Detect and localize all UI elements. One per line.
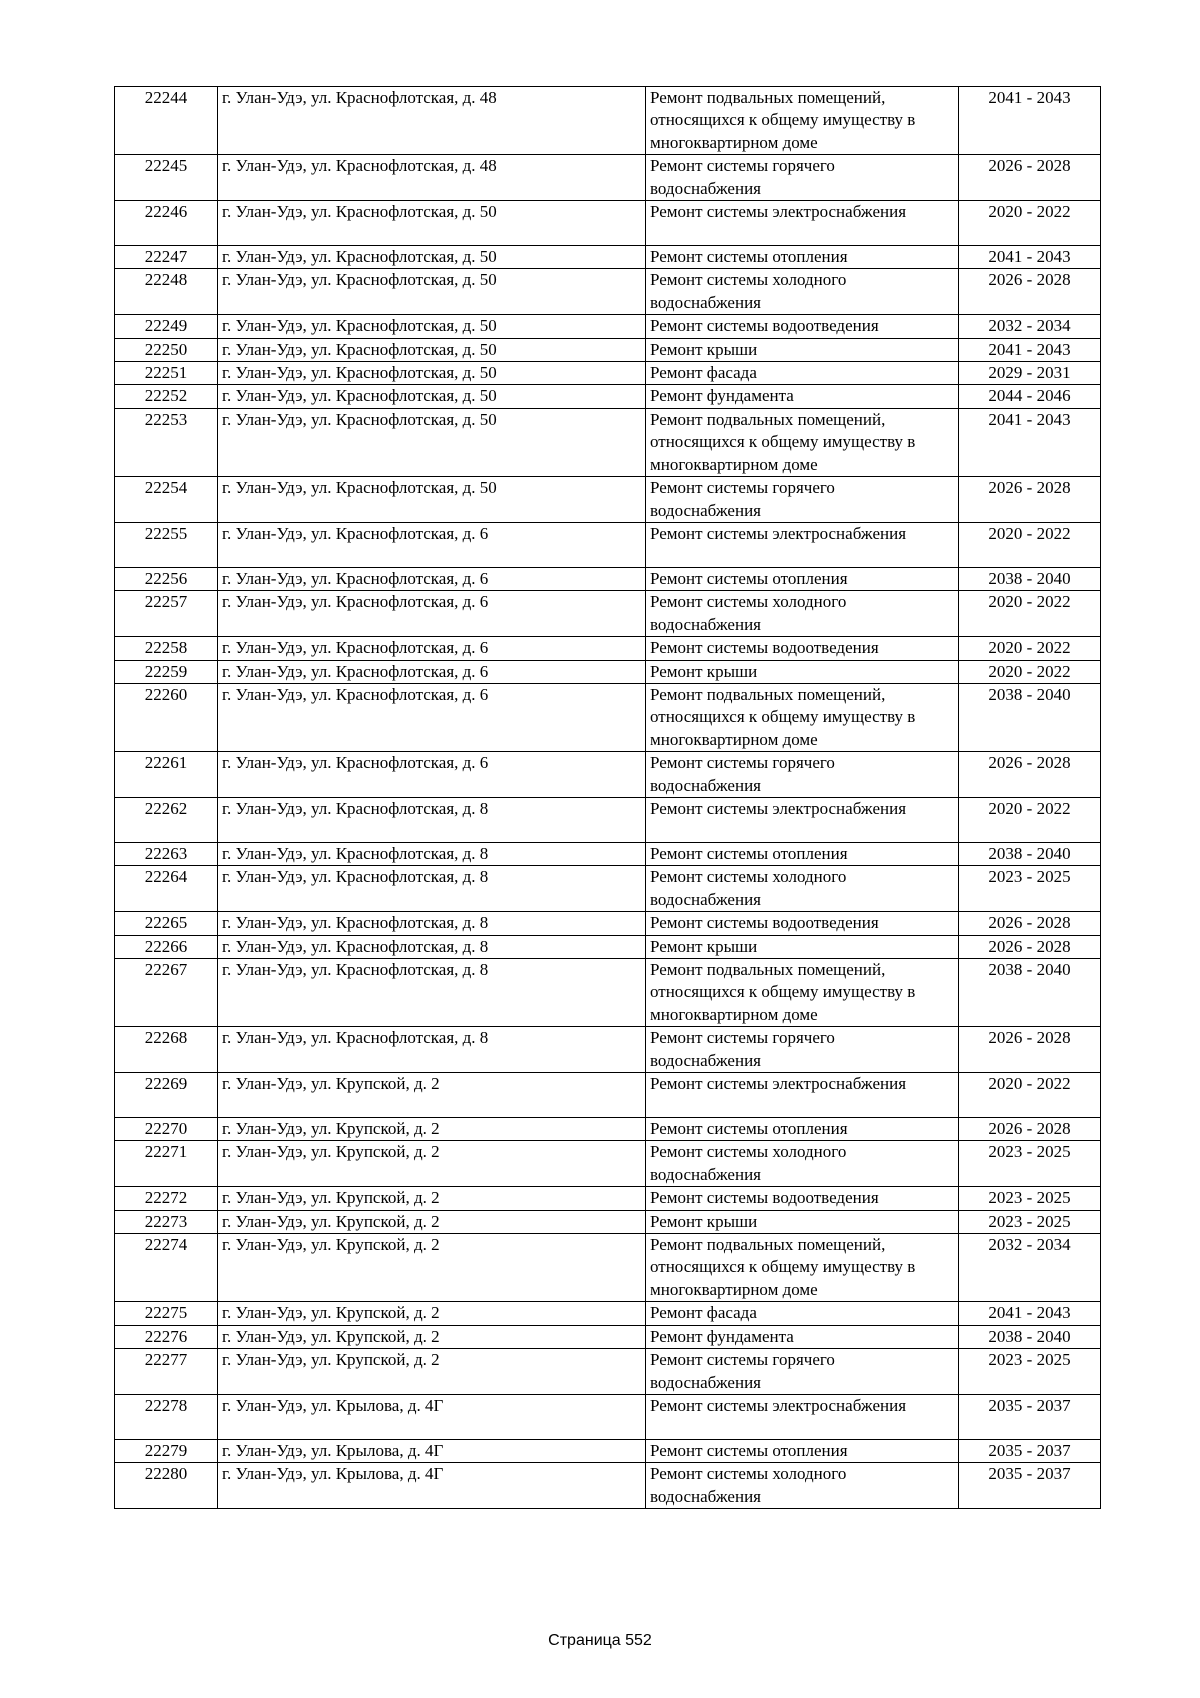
work-type-cell: Ремонт системы отопления xyxy=(646,842,959,865)
row-id-cell: 22273 xyxy=(115,1210,218,1233)
work-type-cell: Ремонт подвальных помещений, относящихся к общему имуществу в многоквартирном доме xyxy=(646,683,959,751)
period-cell: 2038 - 2040 xyxy=(959,959,1101,1027)
row-id-cell: 22253 xyxy=(115,408,218,476)
table-row xyxy=(115,1394,1101,1439)
work-type-cell: Ремонт системы электроснабжения xyxy=(646,522,959,567)
table-row xyxy=(115,1210,1101,1233)
row-id-cell: 22261 xyxy=(115,752,218,798)
row-id-cell: 22278 xyxy=(115,1394,218,1439)
table-row xyxy=(115,1073,1101,1118)
work-type-cell: Ремонт системы горячего водоснабжения xyxy=(646,477,959,523)
work-type-cell: Ремонт системы водоотведения xyxy=(646,912,959,935)
period-cell: 2035 - 2037 xyxy=(959,1439,1101,1462)
address-cell: г. Улан-Удэ, ул. Краснофлотская, д. 48 xyxy=(218,87,646,155)
row-id-cell: 22279 xyxy=(115,1439,218,1462)
work-type-cell: Ремонт фасада xyxy=(646,1302,959,1325)
period-cell: 2020 - 2022 xyxy=(959,797,1101,842)
work-type-cell: Ремонт системы холодного водоснабжения xyxy=(646,866,959,912)
address-cell: г. Улан-Удэ, ул. Краснофлотская, д. 50 xyxy=(218,477,646,523)
period-cell: 2032 - 2034 xyxy=(959,1234,1101,1302)
row-id-cell: 22257 xyxy=(115,591,218,637)
address-cell: г. Улан-Удэ, ул. Крупской, д. 2 xyxy=(218,1234,646,1302)
table-row xyxy=(115,912,1101,935)
table-row xyxy=(115,1325,1101,1348)
page-number: Страница 552 xyxy=(548,1632,652,1649)
address-cell: г. Улан-Удэ, ул. Краснофлотская, д. 50 xyxy=(218,385,646,408)
period-cell: 2026 - 2028 xyxy=(959,269,1101,315)
table-body xyxy=(115,87,1101,1509)
period-cell: 2026 - 2028 xyxy=(959,912,1101,935)
period-cell: 2023 - 2025 xyxy=(959,1210,1101,1233)
row-id-cell: 22244 xyxy=(115,87,218,155)
work-type-cell: Ремонт крыши xyxy=(646,338,959,361)
table-row xyxy=(115,385,1101,408)
work-type-cell: Ремонт системы горячего водоснабжения xyxy=(646,1349,959,1395)
row-id-cell: 22268 xyxy=(115,1027,218,1073)
address-cell: г. Улан-Удэ, ул. Крупской, д. 2 xyxy=(218,1325,646,1348)
row-id-cell: 22270 xyxy=(115,1118,218,1141)
row-id-cell: 22259 xyxy=(115,660,218,683)
row-id-cell: 22256 xyxy=(115,567,218,590)
table-row xyxy=(115,155,1101,201)
period-cell: 2020 - 2022 xyxy=(959,201,1101,246)
address-cell: г. Улан-Удэ, ул. Краснофлотская, д. 50 xyxy=(218,246,646,269)
work-type-cell: Ремонт подвальных помещений, относящихся к общему имуществу в многоквартирном доме xyxy=(646,408,959,476)
period-cell: 2026 - 2028 xyxy=(959,1027,1101,1073)
table-row xyxy=(115,866,1101,912)
address-cell: г. Улан-Удэ, ул. Краснофлотская, д. 50 xyxy=(218,201,646,246)
period-cell: 2020 - 2022 xyxy=(959,660,1101,683)
address-cell: г. Улан-Удэ, ул. Краснофлотская, д. 8 xyxy=(218,1027,646,1073)
table-row xyxy=(115,87,1101,155)
address-cell: г. Улан-Удэ, ул. Краснофлотская, д. 6 xyxy=(218,567,646,590)
period-cell: 2020 - 2022 xyxy=(959,637,1101,660)
table-row xyxy=(115,1118,1101,1141)
table-row xyxy=(115,683,1101,751)
period-cell: 2038 - 2040 xyxy=(959,683,1101,751)
table-row xyxy=(115,752,1101,798)
row-id-cell: 22277 xyxy=(115,1349,218,1395)
work-type-cell: Ремонт системы водоотведения xyxy=(646,1187,959,1210)
address-cell: г. Улан-Удэ, ул. Краснофлотская, д. 8 xyxy=(218,797,646,842)
table-row xyxy=(115,935,1101,958)
work-type-cell: Ремонт системы горячего водоснабжения xyxy=(646,752,959,798)
address-cell: г. Улан-Удэ, ул. Крылова, д. 4Г xyxy=(218,1439,646,1462)
row-id-cell: 22280 xyxy=(115,1463,218,1509)
address-cell: г. Улан-Удэ, ул. Крылова, д. 4Г xyxy=(218,1394,646,1439)
period-cell: 2026 - 2028 xyxy=(959,477,1101,523)
work-type-cell: Ремонт системы электроснабжения xyxy=(646,201,959,246)
period-cell: 2038 - 2040 xyxy=(959,842,1101,865)
table-row xyxy=(115,522,1101,567)
address-cell: г. Улан-Удэ, ул. Краснофлотская, д. 6 xyxy=(218,637,646,660)
address-cell: г. Улан-Удэ, ул. Крупской, д. 2 xyxy=(218,1073,646,1118)
row-id-cell: 22254 xyxy=(115,477,218,523)
work-type-cell: Ремонт системы холодного водоснабжения xyxy=(646,1141,959,1187)
period-cell: 2023 - 2025 xyxy=(959,1349,1101,1395)
table-row xyxy=(115,269,1101,315)
address-cell: г. Улан-Удэ, ул. Краснофлотская, д. 50 xyxy=(218,269,646,315)
work-type-cell: Ремонт подвальных помещений, относящихся к общему имуществу в многоквартирном доме xyxy=(646,87,959,155)
period-cell: 2038 - 2040 xyxy=(959,567,1101,590)
row-id-cell: 22272 xyxy=(115,1187,218,1210)
address-cell: г. Улан-Удэ, ул. Краснофлотская, д. 50 xyxy=(218,315,646,338)
table-row xyxy=(115,1141,1101,1187)
work-type-cell: Ремонт системы электроснабжения xyxy=(646,797,959,842)
period-cell: 2035 - 2037 xyxy=(959,1394,1101,1439)
period-cell: 2029 - 2031 xyxy=(959,362,1101,385)
table-row xyxy=(115,637,1101,660)
work-type-cell: Ремонт системы горячего водоснабжения xyxy=(646,1027,959,1073)
work-type-cell: Ремонт системы водоотведения xyxy=(646,637,959,660)
address-cell: г. Улан-Удэ, ул. Краснофлотская, д. 50 xyxy=(218,408,646,476)
period-cell: 2026 - 2028 xyxy=(959,935,1101,958)
period-cell: 2035 - 2037 xyxy=(959,1463,1101,1509)
work-type-cell: Ремонт системы холодного водоснабжения xyxy=(646,1463,959,1509)
row-id-cell: 22247 xyxy=(115,246,218,269)
row-id-cell: 22276 xyxy=(115,1325,218,1348)
address-cell: г. Улан-Удэ, ул. Крупской, д. 2 xyxy=(218,1118,646,1141)
address-cell: г. Улан-Удэ, ул. Крупской, д. 2 xyxy=(218,1302,646,1325)
period-cell: 2026 - 2028 xyxy=(959,155,1101,201)
address-cell: г. Улан-Удэ, ул. Краснофлотская, д. 8 xyxy=(218,912,646,935)
repair-schedule-table xyxy=(114,86,1101,1509)
period-cell: 2041 - 2043 xyxy=(959,338,1101,361)
table-row xyxy=(115,1439,1101,1462)
table-row xyxy=(115,315,1101,338)
address-cell: г. Улан-Удэ, ул. Краснофлотская, д. 50 xyxy=(218,362,646,385)
period-cell: 2020 - 2022 xyxy=(959,1073,1101,1118)
row-id-cell: 22249 xyxy=(115,315,218,338)
table-row xyxy=(115,1463,1101,1509)
table-row xyxy=(115,1187,1101,1210)
table-row xyxy=(115,362,1101,385)
table-row xyxy=(115,660,1101,683)
period-cell: 2026 - 2028 xyxy=(959,1118,1101,1141)
table-row xyxy=(115,1302,1101,1325)
row-id-cell: 22271 xyxy=(115,1141,218,1187)
work-type-cell: Ремонт подвальных помещений, относящихся к общему имуществу в многоквартирном доме xyxy=(646,959,959,1027)
table-row xyxy=(115,1234,1101,1302)
address-cell: г. Улан-Удэ, ул. Краснофлотская, д. 50 xyxy=(218,338,646,361)
address-cell: г. Улан-Удэ, ул. Краснофлотская, д. 8 xyxy=(218,959,646,1027)
address-cell: г. Улан-Удэ, ул. Краснофлотская, д. 48 xyxy=(218,155,646,201)
work-type-cell: Ремонт системы отопления xyxy=(646,1118,959,1141)
row-id-cell: 22246 xyxy=(115,201,218,246)
address-cell: г. Улан-Удэ, ул. Краснофлотская, д. 8 xyxy=(218,935,646,958)
row-id-cell: 22250 xyxy=(115,338,218,361)
address-cell: г. Улан-Удэ, ул. Краснофлотская, д. 6 xyxy=(218,522,646,567)
address-cell: г. Улан-Удэ, ул. Крупской, д. 2 xyxy=(218,1141,646,1187)
row-id-cell: 22255 xyxy=(115,522,218,567)
row-id-cell: 22252 xyxy=(115,385,218,408)
table-row xyxy=(115,959,1101,1027)
row-id-cell: 22258 xyxy=(115,637,218,660)
period-cell: 2044 - 2046 xyxy=(959,385,1101,408)
work-type-cell: Ремонт крыши xyxy=(646,660,959,683)
table-row xyxy=(115,842,1101,865)
table-row xyxy=(115,567,1101,590)
work-type-cell: Ремонт системы электроснабжения xyxy=(646,1394,959,1439)
period-cell: 2023 - 2025 xyxy=(959,1187,1101,1210)
table-row xyxy=(115,246,1101,269)
row-id-cell: 22262 xyxy=(115,797,218,842)
work-type-cell: Ремонт системы отопления xyxy=(646,246,959,269)
work-type-cell: Ремонт системы водоотведения xyxy=(646,315,959,338)
row-id-cell: 22248 xyxy=(115,269,218,315)
address-cell: г. Улан-Удэ, ул. Краснофлотская, д. 8 xyxy=(218,842,646,865)
row-id-cell: 22266 xyxy=(115,935,218,958)
table-row xyxy=(115,338,1101,361)
row-id-cell: 22265 xyxy=(115,912,218,935)
address-cell: г. Улан-Удэ, ул. Краснофлотская, д. 8 xyxy=(218,866,646,912)
period-cell: 2041 - 2043 xyxy=(959,408,1101,476)
row-id-cell: 22264 xyxy=(115,866,218,912)
table-row xyxy=(115,477,1101,523)
row-id-cell: 22269 xyxy=(115,1073,218,1118)
work-type-cell: Ремонт подвальных помещений, относящихся к общему имуществу в многоквартирном доме xyxy=(646,1234,959,1302)
address-cell: г. Улан-Удэ, ул. Крупской, д. 2 xyxy=(218,1187,646,1210)
period-cell: 2026 - 2028 xyxy=(959,752,1101,798)
table-row xyxy=(115,408,1101,476)
address-cell: г. Улан-Удэ, ул. Крылова, д. 4Г xyxy=(218,1463,646,1509)
address-cell: г. Улан-Удэ, ул. Крупской, д. 2 xyxy=(218,1349,646,1395)
period-cell: 2041 - 2043 xyxy=(959,246,1101,269)
table-row xyxy=(115,201,1101,246)
work-type-cell: Ремонт фундамента xyxy=(646,1325,959,1348)
address-cell: г. Улан-Удэ, ул. Краснофлотская, д. 6 xyxy=(218,683,646,751)
row-id-cell: 22275 xyxy=(115,1302,218,1325)
address-cell: г. Улан-Удэ, ул. Краснофлотская, д. 6 xyxy=(218,591,646,637)
table-row xyxy=(115,591,1101,637)
work-type-cell: Ремонт фундамента xyxy=(646,385,959,408)
row-id-cell: 22245 xyxy=(115,155,218,201)
period-cell: 2020 - 2022 xyxy=(959,522,1101,567)
table-row xyxy=(115,797,1101,842)
work-type-cell: Ремонт фасада xyxy=(646,362,959,385)
work-type-cell: Ремонт системы холодного водоснабжения xyxy=(646,269,959,315)
period-cell: 2020 - 2022 xyxy=(959,591,1101,637)
row-id-cell: 22274 xyxy=(115,1234,218,1302)
work-type-cell: Ремонт системы горячего водоснабжения xyxy=(646,155,959,201)
work-type-cell: Ремонт системы отопления xyxy=(646,567,959,590)
period-cell: 2038 - 2040 xyxy=(959,1325,1101,1348)
address-cell: г. Улан-Удэ, ул. Краснофлотская, д. 6 xyxy=(218,752,646,798)
address-cell: г. Улан-Удэ, ул. Краснофлотская, д. 6 xyxy=(218,660,646,683)
period-cell: 2023 - 2025 xyxy=(959,866,1101,912)
row-id-cell: 22251 xyxy=(115,362,218,385)
work-type-cell: Ремонт крыши xyxy=(646,1210,959,1233)
work-type-cell: Ремонт системы электроснабжения xyxy=(646,1073,959,1118)
work-type-cell: Ремонт системы холодного водоснабжения xyxy=(646,591,959,637)
table-row xyxy=(115,1349,1101,1395)
period-cell: 2041 - 2043 xyxy=(959,87,1101,155)
row-id-cell: 22260 xyxy=(115,683,218,751)
period-cell: 2023 - 2025 xyxy=(959,1141,1101,1187)
period-cell: 2041 - 2043 xyxy=(959,1302,1101,1325)
address-cell: г. Улан-Удэ, ул. Крупской, д. 2 xyxy=(218,1210,646,1233)
period-cell: 2032 - 2034 xyxy=(959,315,1101,338)
row-id-cell: 22267 xyxy=(115,959,218,1027)
work-type-cell: Ремонт крыши xyxy=(646,935,959,958)
work-type-cell: Ремонт системы отопления xyxy=(646,1439,959,1462)
row-id-cell: 22263 xyxy=(115,842,218,865)
table-row xyxy=(115,1027,1101,1073)
